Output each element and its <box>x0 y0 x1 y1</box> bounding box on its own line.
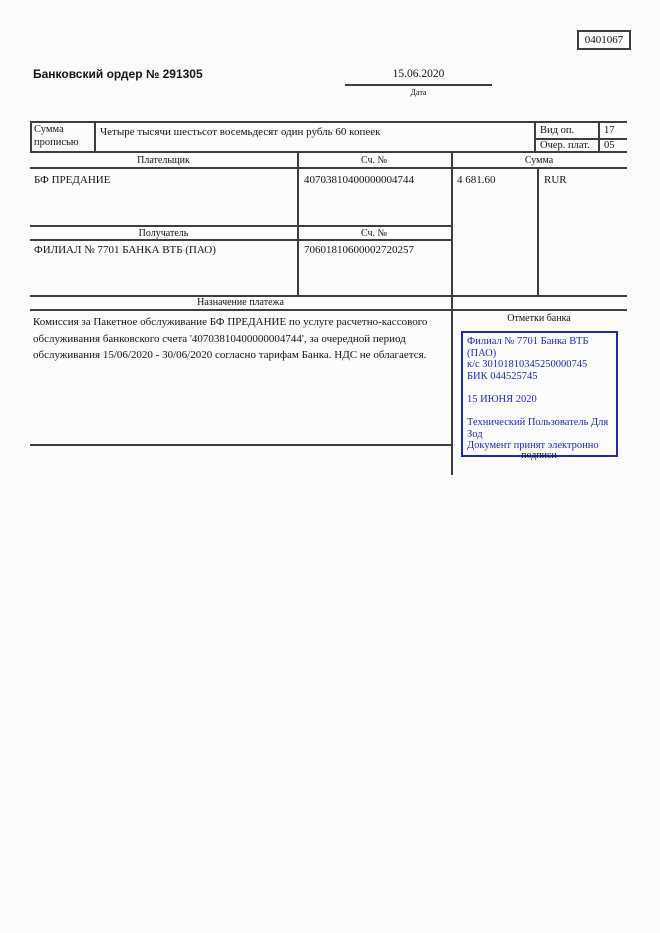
payee-section-label: Получатель <box>138 228 189 239</box>
rule-account-column-left <box>297 151 299 297</box>
stamp-bank-name: Филиал № 7701 Банка ВТБ (ПАО) <box>467 336 589 359</box>
rule-currency-divider <box>537 167 539 297</box>
rule-sumlabel-right <box>94 121 96 153</box>
payee-name: ФИЛИАЛ № 7701 БАНКА ВТБ (ПАО) <box>34 244 216 256</box>
rule-optype-value-left <box>598 121 600 153</box>
payer-account-number: 40703810400000004744 <box>304 174 414 186</box>
payee-account-number: 70601810600002720257 <box>304 244 414 256</box>
priority-label: Очер. плат. <box>540 140 590 151</box>
payer-name: БФ ПРЕДАНИЕ <box>34 174 111 186</box>
amount-words-label-line1: Сумма <box>34 124 64 135</box>
document-date: 15.06.2020 <box>392 68 445 80</box>
signatures-label: подписи <box>521 450 557 461</box>
date-underline <box>345 84 492 86</box>
amount-column-label: Сумма <box>524 155 554 166</box>
form-code: 0401067 <box>584 34 624 46</box>
payment-amount: 4 681.60 <box>457 174 496 186</box>
rule-row1-left <box>30 121 32 153</box>
purpose-section-label: Назначение платежа <box>197 297 284 308</box>
date-label: Дата <box>410 88 427 97</box>
rule-purpose-header-bottom <box>30 309 627 311</box>
amount-in-words: Четыре тысячи шестьсот восемьдесят один рубль 60 копеек <box>100 126 381 138</box>
document-title: Банковский ордер № 291305 <box>33 67 203 81</box>
bank-stamp <box>461 331 618 457</box>
rule-purpose-bottom <box>30 444 452 446</box>
rule-row1-bottom <box>30 151 627 153</box>
stamp-spacer-1 <box>467 382 612 394</box>
purpose-text: Комиссия за Пакетное обслуживание БФ ПРЕДАНИЕ по услуге расчетно-кассового обслуживания банковского счета '40703810400000004744', за очередной период обслуживания 15/06/2020 - 30/06/2020 согласно тарифам Банка. НДС не облагается. <box>33 316 428 361</box>
stamp-date: 15 ИЮНЯ 2020 <box>467 393 537 405</box>
payer-account-label: Сч. № <box>360 155 388 166</box>
stamp-bic: БИК 044525745 <box>467 370 538 382</box>
rule-payer-bottom <box>30 225 452 227</box>
op-type-value: 17 <box>604 125 615 136</box>
bank-marks-label: Отметки банка <box>507 313 571 324</box>
stamp-operator-line1: Технический Пользователь Для <box>467 417 609 429</box>
payer-section-label: Плательщик <box>137 155 190 166</box>
stamp-operator-line2: Зод <box>467 428 483 440</box>
form-code-box <box>577 30 631 50</box>
stamp-corr-account: к/с 30101810345250000745 <box>467 359 588 371</box>
priority-value: 05 <box>604 140 615 151</box>
op-type-label: Вид оп. <box>540 125 575 136</box>
payee-account-label: Сч. № <box>360 228 388 239</box>
amount-words-label-line2: прописью <box>34 137 79 148</box>
payment-currency: RUR <box>544 174 567 186</box>
rule-table-top <box>30 121 627 123</box>
rule-optype-left <box>534 121 536 153</box>
rule-payee-header-bottom <box>30 239 452 241</box>
stamp-accepted-note: Документ принят электронно <box>467 440 599 452</box>
stamp-spacer-2 <box>467 406 612 418</box>
